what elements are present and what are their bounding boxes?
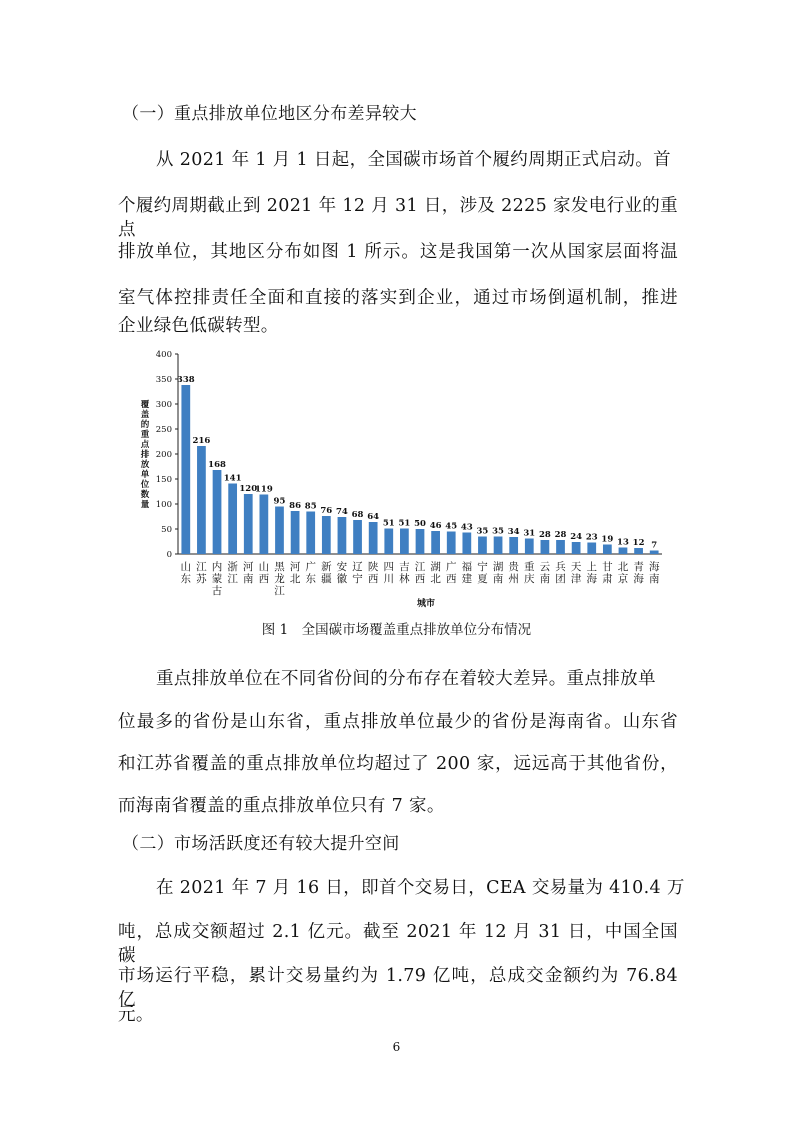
data-label: 141: [223, 473, 242, 484]
category-label-char: 安: [336, 561, 348, 573]
y-tick-label: 50: [161, 525, 172, 535]
category-label-char: 北: [430, 573, 441, 585]
bar-30: [650, 551, 659, 555]
category-label-char: 南: [539, 573, 551, 585]
category-label-char: 吉: [399, 561, 410, 573]
bar-19: [478, 537, 487, 555]
data-label: 24: [570, 532, 583, 542]
category-label-char: 川: [383, 573, 395, 585]
data-label: 43: [460, 522, 473, 533]
category-label-char: 湖: [492, 561, 504, 573]
category-label-char: 龙: [274, 573, 285, 585]
category-label-char: 河: [243, 561, 254, 573]
category-label-char: 夏: [477, 573, 488, 585]
bar-2: [213, 470, 222, 554]
category-label-char: 兵: [555, 561, 566, 573]
paragraph1-line2: 个履约周期截止到 2021 年 12 月 31 日，涉及 2225 家发电行业的重点: [118, 196, 678, 240]
data-label: 76: [320, 506, 333, 516]
category-label-char: 江: [414, 561, 426, 573]
bar-5: [259, 495, 268, 555]
y-axis-label-char: 排: [140, 450, 150, 460]
bar-17: [447, 532, 456, 555]
data-label: 338: [176, 375, 195, 385]
bar-0: [181, 385, 190, 554]
paragraph2-line2: 位最多的省份是山东省，重点排放单位最少的省份是海南省。山东省: [118, 712, 678, 732]
category-label-char: 宁: [477, 561, 488, 573]
bar-20: [494, 537, 503, 555]
bar-29: [634, 548, 643, 554]
bar-18: [462, 533, 471, 555]
paragraph3-line1: 在 2021 年 7 月 16 日，即首个交易日，CEA 交易量为 410.4 万: [156, 878, 685, 898]
y-tick-label: 150: [155, 475, 172, 485]
category-label-char: 东: [305, 573, 316, 585]
y-tick-label: 0: [166, 550, 172, 560]
category-label-char: 海: [648, 561, 660, 573]
data-label: 119: [254, 484, 273, 495]
category-label-char: 京: [617, 573, 629, 585]
category-label-char: 辽: [352, 561, 363, 573]
data-label: 85: [304, 501, 317, 512]
category-label-char: 广: [305, 561, 316, 573]
paragraph3-line4: 元。: [118, 1005, 154, 1025]
category-label-char: 上: [586, 561, 597, 573]
data-label: 64: [367, 512, 380, 522]
bar-1: [197, 446, 206, 554]
category-label-char: 西: [367, 573, 379, 585]
category-label-char: 州: [508, 573, 519, 585]
category-label-char: 海: [633, 573, 644, 585]
data-label: 51: [398, 518, 411, 529]
category-label-char: 四: [383, 561, 395, 573]
category-label-char: 重: [524, 561, 535, 573]
category-label-char: 南: [492, 573, 504, 585]
bar-11: [353, 520, 362, 554]
category-label-char: 湖: [430, 561, 441, 573]
paragraph2-line4: 而海南省覆盖的重点排放单位只有 7 家。: [118, 796, 445, 816]
category-label-char: 浙: [227, 561, 238, 573]
data-label: 74: [336, 507, 348, 517]
data-label: 28: [554, 530, 567, 540]
data-label: 95: [273, 496, 286, 507]
figure-caption: 图 1 全国碳市场覆盖重点排放单位分布情况: [261, 622, 532, 638]
category-label-char: 山: [180, 561, 192, 573]
category-label-char: 海: [586, 573, 597, 585]
y-axis-label-char: 盖: [140, 410, 150, 420]
data-label: 13: [617, 537, 629, 548]
bar-28: [619, 548, 628, 555]
data-label: 68: [351, 510, 364, 520]
category-label-char: 北: [289, 573, 301, 585]
y-tick-label: 350: [155, 375, 172, 385]
category-label-char: 云: [539, 561, 551, 573]
category-label-char: 黑: [274, 561, 285, 573]
category-label-char: 内: [211, 561, 223, 573]
data-label: 216: [192, 436, 211, 446]
category-label-char: 西: [445, 573, 457, 585]
paragraph1-line5: 企业绿色低碳转型。: [118, 316, 279, 336]
category-label-char: 甘: [602, 561, 613, 573]
bar-7: [291, 511, 300, 554]
data-label: 7: [651, 540, 658, 551]
bar-13: [384, 529, 393, 555]
category-label-char: 古: [211, 585, 223, 597]
paragraph3-line2: 吨，总成交额超过 2.1 亿元。截至 2021 年 12 月 31 日，中国全国碳: [118, 922, 678, 966]
y-axis-label-char: 位: [140, 480, 150, 490]
section1-heading: （一）重点排放单位地区分布差异较大: [122, 104, 417, 124]
bar-25: [572, 542, 581, 554]
data-label: 120: [239, 484, 258, 494]
y-axis-label-char: 覆: [140, 400, 150, 410]
paragraph1-line1: 从 2021 年 1 月 1 日起，全国碳市场首个履约周期正式启动。首: [156, 150, 671, 170]
bar-23: [541, 540, 550, 554]
category-label-char: 西: [258, 573, 270, 585]
data-label: 31: [523, 528, 536, 539]
data-label: 28: [538, 530, 551, 540]
category-label-char: 庆: [524, 573, 535, 585]
category-label-char: 陕: [367, 561, 379, 573]
y-tick-label: 250: [155, 425, 172, 435]
bar-21: [509, 537, 518, 554]
y-axis-label-char: 点: [140, 440, 150, 450]
category-label-char: 广: [445, 561, 457, 573]
bar-6: [275, 507, 284, 555]
y-tick-label: 300: [155, 400, 172, 410]
bar-14: [400, 529, 409, 555]
paragraph2-line3: 和江苏省覆盖的重点排放单位均超过了 200 家，远远高于其他省份，: [118, 754, 678, 774]
bar-12: [369, 522, 378, 554]
data-label: 35: [476, 526, 489, 537]
bar-8: [306, 512, 315, 555]
category-label-char: 新: [321, 561, 332, 573]
bar-22: [525, 539, 534, 555]
bar-27: [603, 545, 612, 555]
data-label: 12: [632, 538, 645, 548]
y-axis-label-char: 数: [140, 490, 150, 500]
bar-24: [556, 540, 565, 554]
y-tick-label: 200: [155, 450, 172, 460]
data-label: 23: [585, 532, 598, 543]
category-label-char: 苏: [196, 573, 207, 585]
category-label-char: 团: [555, 573, 566, 585]
data-label: 19: [601, 534, 614, 545]
x-axis-label: 城市: [416, 599, 436, 609]
y-axis-label-char: 单: [140, 470, 150, 480]
category-label-char: 江: [274, 585, 285, 597]
y-axis-label-char: 重: [140, 430, 150, 440]
bar-4: [244, 494, 253, 554]
category-label-char: 蒙: [211, 573, 223, 585]
category-label-char: 福: [461, 561, 473, 573]
category-label-char: 宁: [352, 573, 363, 585]
category-label-char: 青: [633, 561, 644, 573]
category-label-char: 南: [648, 573, 660, 585]
category-label-char: 建: [461, 573, 473, 585]
data-label: 45: [445, 521, 458, 532]
category-label-char: 河: [289, 561, 301, 573]
category-label-char: 西: [414, 573, 426, 585]
data-label: 46: [429, 521, 442, 531]
paragraph2-line1: 重点排放单位在不同省份间的分布存在着较大差异。重点排放单: [156, 669, 656, 689]
category-label-char: 贵: [508, 561, 519, 573]
bar-16: [431, 531, 440, 554]
y-axis-label-char: 的: [140, 420, 150, 430]
category-label-char: 林: [399, 573, 410, 585]
section2-heading: （二）市场活跃度还有较大提升空间: [122, 834, 400, 854]
category-label-char: 江: [196, 561, 207, 573]
bar-3: [228, 484, 237, 555]
y-tick-label: 100: [155, 500, 172, 510]
category-label-char: 东: [180, 573, 192, 585]
category-label-char: 北: [617, 561, 629, 573]
bar-10: [338, 517, 347, 554]
data-label: 51: [382, 518, 395, 529]
category-label-char: 疆: [321, 573, 332, 585]
y-tick-label: 400: [155, 350, 172, 360]
category-label-char: 山: [258, 561, 270, 573]
bar-9: [322, 516, 331, 554]
data-label: 86: [289, 501, 302, 511]
paragraph1-line4: 室气体控排责任全面和直接的落实到企业，通过市场倒逼机制，推进: [118, 288, 678, 308]
category-label-char: 徽: [336, 573, 348, 585]
category-label-char: 天: [570, 561, 582, 573]
data-label: 34: [507, 527, 520, 537]
category-label-char: 南: [243, 573, 254, 585]
paragraph1-line3: 排放单位，其地区分布如图 1 所示。这是我国第一次从国家层面将温: [118, 242, 678, 262]
category-label-char: 肃: [602, 573, 613, 585]
y-axis-label-char: 放: [140, 460, 150, 470]
paragraph3-line3: 市场运行平稳，累计交易量约为 1.79 亿吨，总成交金额约为 76.84 亿: [118, 966, 678, 1010]
bar-15: [416, 529, 425, 554]
category-label-char: 津: [570, 573, 582, 585]
data-label: 168: [208, 460, 226, 470]
data-label: 35: [492, 526, 504, 537]
data-label: 50: [414, 519, 426, 529]
category-label-char: 江: [227, 573, 238, 585]
bar-26: [587, 543, 596, 555]
page-number: 6: [392, 1040, 401, 1054]
y-axis-label-char: 量: [140, 500, 150, 510]
